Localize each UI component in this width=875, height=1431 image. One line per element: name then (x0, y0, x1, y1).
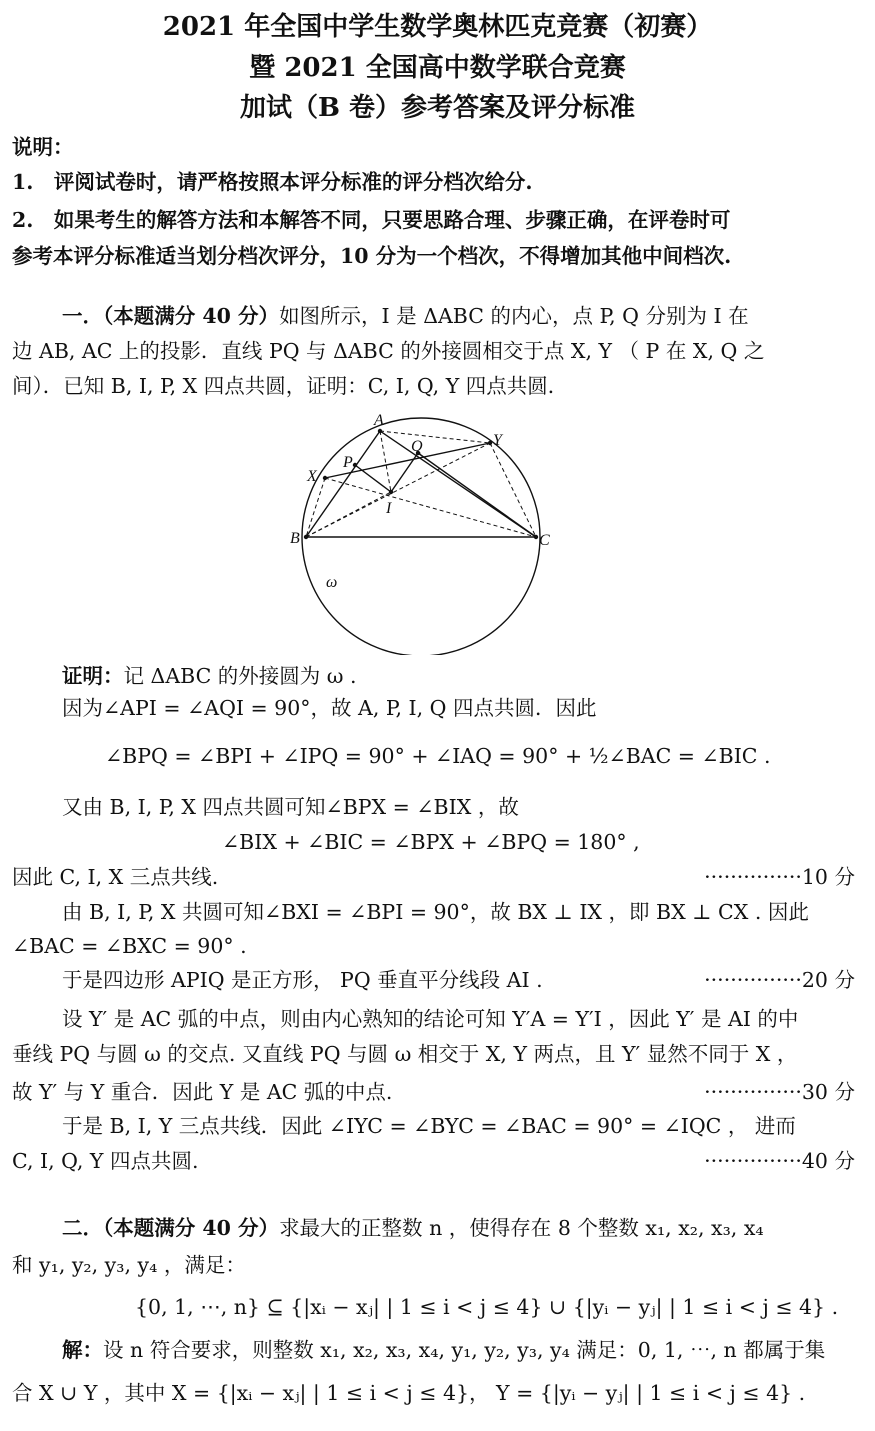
title-line-1: 2021 年全国中学生数学奥林匹克竞赛（初赛） (162, 12, 713, 42)
dashed-AI (380, 431, 391, 492)
proof1-equation2: ∠BIX + ∠BIC = ∠BPX + ∠BPQ = 180° , (222, 830, 640, 854)
problem1-line3: 间）．已知 B, I, P, X 四点共圆，证明：C, I, Q, Y 四点共圆． (12, 374, 569, 398)
proof1-line9: 垂线 PQ 与圆 ω 的交点. 又直线 PQ 与圆 ω 相交于 X, Y 两点，且 Y′ 显然不同于 X ， (12, 1042, 798, 1066)
label-B: B (290, 530, 300, 547)
point-C (534, 535, 538, 539)
proof1-line12: C, I, Q, Y 四点共圆. (12, 1149, 199, 1173)
label-Q: Q (411, 438, 423, 455)
note-item-2b: 参考本评分标准适当划分档次评分，10 分为一个档次，不得增加其他中间档次. (12, 244, 732, 268)
geometry-figure (280, 405, 580, 655)
label-P: P (343, 454, 353, 471)
point-I (389, 490, 393, 494)
problem2-line1 (62, 1213, 875, 1243)
problem1-text-1: 如图所示，I 是 ΔABC 的内心，点 P, Q 分别为 I 在 (279, 304, 749, 328)
proof1-text-1: 记 ΔABC 的外接圆为 ω . (123, 664, 357, 688)
dashed-XC (325, 478, 536, 537)
proof1-heading: 证明： (62, 664, 124, 688)
note-item-1: 1. 评阅试卷时，请严格按照本评分标准的评分档次给分. (12, 170, 533, 194)
label-A: A (374, 412, 384, 429)
proof1-line5: 由 B, I, P, X 共圆可知∠BXI = ∠BPI = 90°，故 BX ⊥ IX ，即 BX ⊥ CX . 因此 (62, 900, 809, 924)
point-Y (488, 441, 492, 445)
proof1-line1 (62, 661, 875, 691)
proof1-line2: 因为∠API = ∠AQI = 90°，故 A, P, I, Q 四点共圆．因此 (62, 696, 597, 720)
score-20: ···············20 分 (704, 968, 855, 992)
label-C: C (539, 532, 550, 549)
dashed-XB (306, 478, 325, 537)
solution2-line2: 合 X ∪ Y ，其中 X = {|xᵢ − xⱼ| | 1 ≤ i < j ≤ 4}， Y = {|yᵢ − yⱼ| | 1 ≤ i < j ≤ 4} . (12, 1381, 806, 1405)
segment-QC (418, 453, 536, 537)
score-10: ···············10 分 (704, 865, 855, 889)
solution2-line1 (62, 1335, 875, 1365)
label-omega: ω (326, 574, 338, 591)
label-Y: Y (493, 432, 502, 449)
point-B (304, 535, 308, 539)
proof1-line3: 又由 B, I, P, X 四点共圆可知∠BPX = ∠BIX ，故 (62, 795, 519, 819)
problem1-line1 (62, 301, 875, 331)
problem2-equation: {0, 1, ⋯, n} ⊆ {|xᵢ − xⱼ| | 1 ≤ i < j ≤ 4} ∪ {|yᵢ − yⱼ| | 1 ≤ i < j ≤ 4} . (135, 1295, 839, 1319)
solution2-text-1: 设 n 符合要求，则整数 x₁, x₂, x₃, x₄, y₁, y₂, y₃, y₄ 满足：0, 1, ⋯, n 都属于集 (103, 1338, 826, 1362)
title-line-2: 暨 2021 全国高中数学联合竞赛 (249, 53, 626, 83)
score-30: ···············30 分 (704, 1080, 855, 1104)
segment-IQ (391, 453, 418, 492)
problem1-heading: 一．（本题满分 40 分） (62, 304, 280, 328)
problem2-heading: 二．（本题满分 40 分） (62, 1216, 280, 1240)
problem2-text-1: 求最大的正整数 n ，使得存在 8 个整数 x₁, x₂, x₃, x₄ (279, 1216, 764, 1240)
score-40: ···············40 分 (704, 1149, 855, 1173)
problem2-line2: 和 y₁, y₂, y₃, y₄ ，满足： (12, 1253, 246, 1277)
proof1-line11: 于是 B, I, Y 三点共线．因此 ∠IYC = ∠BYC = ∠BAC = 90° = ∠IQC ， 进而 (62, 1114, 796, 1138)
point-A (378, 429, 382, 433)
label-X: X (307, 468, 317, 485)
proof1-line4: 因此 C, I, X 三点共线. (12, 865, 219, 889)
notes-heading: 说明： (12, 135, 74, 159)
point-P (353, 463, 357, 467)
proof1-equation1: ∠BPQ = ∠BPI + ∠IPQ = 90° + ∠IAQ = 90° + ½∠BAC = ∠BIC . (105, 744, 771, 768)
dashed-YC (490, 443, 536, 537)
label-I: I (386, 500, 392, 517)
proof1-line10: 故 Y′ 与 Y 重合．因此 Y 是 AC 弧的中点. (12, 1080, 393, 1104)
proof1-line8: 设 Y′ 是 AC 弧的中点，则由内心熟知的结论可知 Y′A = Y′I ，因此 Y′ 是 AI 的中 (62, 1007, 799, 1031)
proof1-line7: 于是四边形 APIQ 是正方形， PQ 垂直平分线段 AI . (62, 968, 543, 992)
title-line-3: 加试（B 卷）参考答案及评分标准 (239, 93, 636, 123)
proof1-line6: ∠BAC = ∠BXC = 90° . (12, 934, 247, 958)
solution2-heading: 解： (62, 1338, 103, 1362)
problem1-line2: 边 AB, AC 上的投影．直线 PQ 与 ΔABC 的外接圆相交于点 X, Y （ P 在 X, Q 之 (12, 339, 765, 363)
note-item-2a: 2. 如果考生的解答方法和本解答不同，只要思路合理、步骤正确，在评卷时可 (12, 208, 731, 232)
dashed-AY (380, 431, 490, 443)
point-X (323, 476, 327, 480)
